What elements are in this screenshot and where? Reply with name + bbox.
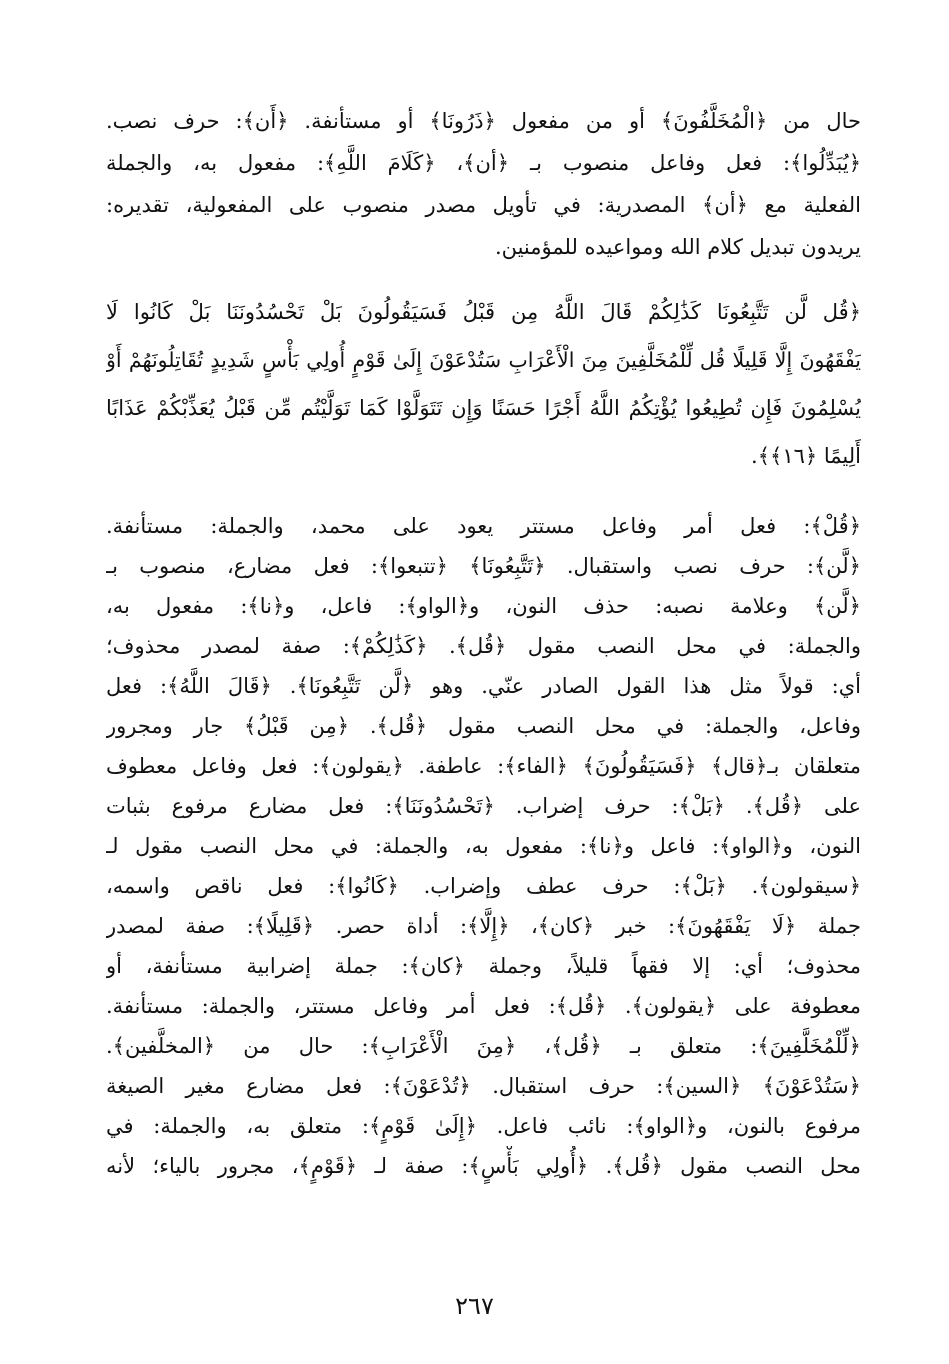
text-line: على ﴿قُل﴾. ﴿بَلْ﴾: حرف إضراب. ﴿تَحْسُدُونَنَا﴾: فعل مضارع مرفوع بثبات [106, 794, 861, 818]
text-line: ﴿يُبَدِّلُوا﴾: فعل وفاعل منصوب بـ ﴿أن﴾، ﴿كَلَامَ اللَّهِ﴾: مفعول به، والجملة [106, 151, 861, 175]
text-line: معطوفة على ﴿يقولون﴾. ﴿قُل﴾: فعل أمر وفاعل مستتر، والجملة: مستأنفة. [106, 994, 861, 1018]
grammar-commentary [106, 506, 861, 1186]
text-line: ﴿قُلْ﴾: فعل أمر وفاعل مستتر يعود على محمد، والجملة: مستأنفة. [106, 514, 861, 538]
verse-line: ﴿قُل لَّن تَتَّبِعُونَا كَذَٰلِكُمْ قَالَ اللَّهُ مِن قَبْلُ فَسَيَقُولُونَ بَلْ تَحْسُدُونَنَا بَلْ كَانُوا لَا [106, 300, 861, 324]
text-line: ﴿لَّن﴾ وعلامة نصبه: حذف النون، و﴿الواو﴾: فاعل، و﴿نا﴾: مفعول به، [106, 594, 861, 618]
text-line: جملة ﴿لَا يَفْقَهُونَ﴾: خبر ﴿كان﴾، ﴿إِلَّا﴾: أداة حصر. ﴿قَلِيلًا﴾: صفة لمصدر [106, 914, 861, 938]
quran-verse [106, 288, 861, 480]
text-line: ﴿لِّلْمُخَلَّفِينَ﴾: متعلق بـ ﴿قُل﴾، ﴿مِنَ الْأَعْرَابِ﴾: حال من ﴿المخلَّفين﴾. [106, 1034, 861, 1058]
text-line: والجملة: في محل النصب مقول ﴿قُل﴾. ﴿كَذَٰلِكُمْ﴾: صفة لمصدر محذوف؛ [106, 634, 861, 658]
text-line: ﴿سَتُدْعَوْنَ﴾ ﴿السين﴾: حرف استقبال. ﴿تُدْعَوْنَ﴾: فعل مضارع مغير الصيغة [106, 1074, 861, 1098]
text-line: محذوف؛ أي: إلا فقهاً قليلاً، وجملة ﴿كان﴾: جملة إضرابية مستأنفة، أو [106, 954, 861, 978]
text-line: النون، و﴿الواو﴾: فاعل و﴿نا﴾: مفعول به، والجملة: في محل النصب مقول لـ [106, 834, 861, 858]
text-line: حال من ﴿الْمُخَلَّفُونَ﴾ أو من مفعول ﴿ذَرُونَا﴾ أو مستأنفة. ﴿أَن﴾: حرف نصب. [106, 109, 861, 133]
text-line: ﴿سيقولون﴾. ﴿بَلْ﴾: حرف عطف وإضراب. ﴿كَانُوا﴾: فعل ناقص واسمه، [106, 874, 861, 898]
intro-paragraph [106, 100, 861, 268]
verse-line: يَفْقَهُونَ إِلَّا قَلِيلًا قُل لِّلْمُخَلَّفِينَ مِنَ الْأَعْرَابِ سَتُدْعَوْنَ إِلَىٰ قَوْمٍ أُولِي بَأْسٍ شَدِيدٍ تُقَاتِلُونَهُمْ أَوْ [106, 348, 861, 372]
text-line: الفعلية مع ﴿أن﴾ المصدرية: في تأويل مصدر منصوب على المفعولية، تقديره: [106, 193, 861, 217]
text-line: وفاعل، والجملة: في محل النصب مقول ﴿قُل﴾. ﴿مِن قَبْلُ﴾ جار ومجرور [106, 714, 861, 738]
text-line: مرفوع بالنون، و﴿الواو﴾: نائب فاعل. ﴿إِلَىٰ قَوْمٍ﴾: متعلق به، والجملة: في [106, 1114, 861, 1138]
verse-line: يُسْلِمُونَ فَإِن تُطِيعُوا يُؤْتِكُمُ اللَّهُ أَجْرًا حَسَنًا وَإِن تَتَوَلَّوْا كَمَا تَوَلَّيْتُم مِّن قَبْلُ يُعَذِّبْكُمْ عَذَابًا [106, 396, 861, 420]
text-line: محل النصب مقول ﴿قُل﴾. ﴿أُولِي بَأْسٍ﴾: صفة لـ ﴿قَوْمٍ﴾، مجرور بالياء؛ لأنه [106, 1154, 861, 1178]
text-line: يريدون تبديل كلام الله ومواعيده للمؤمنين. [494, 235, 861, 259]
page-number: ٢٦٧ [455, 1292, 494, 1320]
text-line: أي: قولاً مثل هذا القول الصادر عنّي. وهو ﴿لَّن تَتَّبِعُونَا﴾. ﴿قَالَ اللَّهُ﴾: فعل [106, 674, 861, 698]
text-line: ﴿لَّن﴾: حرف نصب واستقبال. ﴿تَتَّبِعُونَا﴾ ﴿تتبعوا﴾: فعل مضارع، منصوب بـ [106, 554, 861, 578]
text-line: متعلقان بـ﴿قال﴾ ﴿فَسَيَقُولُونَ﴾ ﴿الفاء﴾: عاطفة. ﴿يقولون﴾: فعل وفاعل معطوف [106, 754, 861, 778]
verse-line: أَلِيمًا ﴿١٦﴾﴾. [751, 444, 861, 468]
